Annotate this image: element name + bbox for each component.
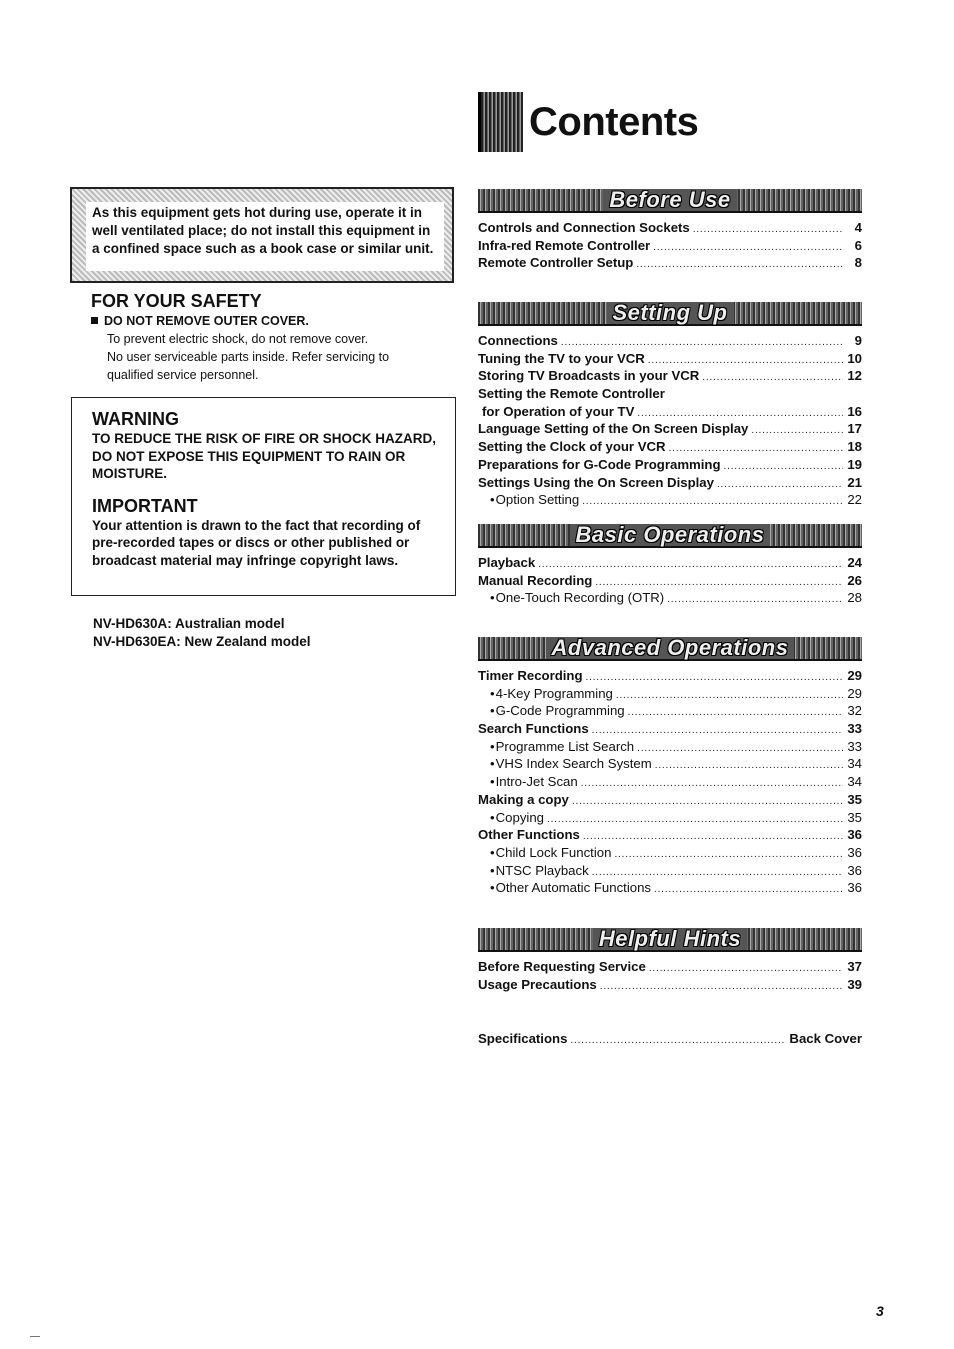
toc-entry-page: 34 xyxy=(847,756,862,772)
toc-entry[interactable] xyxy=(478,685,862,703)
safety-line: No user serviceable parts inside. Refer servicing to xyxy=(107,350,390,364)
toc-entry[interactable] xyxy=(478,826,862,844)
toc-entry[interactable] xyxy=(478,367,862,385)
toc-entry-page: 19 xyxy=(847,456,862,472)
toc-entry[interactable] xyxy=(478,554,862,572)
corner-mark xyxy=(30,1336,40,1337)
toc-entry[interactable] xyxy=(478,474,862,492)
section-title: Setting Up xyxy=(607,302,734,324)
toc-entry[interactable] xyxy=(478,420,862,438)
toc-entry[interactable] xyxy=(478,720,862,738)
toc-entry-page: 36 xyxy=(847,844,862,860)
toc-entry-page: 18 xyxy=(847,439,862,455)
section-header xyxy=(478,928,862,952)
dot-leader xyxy=(628,704,843,722)
toc-entry-label: • G-Code Programming xyxy=(478,702,625,720)
title-marker-block xyxy=(478,92,523,152)
section-header xyxy=(478,637,862,661)
toc-entry[interactable] xyxy=(478,773,862,791)
section-title: Basic Operations xyxy=(570,524,771,546)
important-text: Your attention is drawn to the fact that recording of pre-recorded tapes or discs or other published or broadcast material may infringe copyright laws. xyxy=(92,517,421,568)
toc-entry-label: Tuning the TV to your VCR xyxy=(478,350,645,366)
toc-entry-label: Language Setting of the On Screen Display xyxy=(478,421,749,437)
dot-leader xyxy=(693,221,843,239)
toc-entry-label: Connections xyxy=(478,333,558,348)
dot-leader xyxy=(653,239,843,257)
toc-entry[interactable] xyxy=(478,958,862,976)
toc-entry-page: 29 xyxy=(847,685,862,701)
toc-entry-label: • VHS Index Search System xyxy=(478,755,652,773)
toc-entry-label: Controls and Connection Sockets xyxy=(478,220,690,235)
toc-section-basic-operations xyxy=(478,524,862,607)
toc-entry-page: 4 xyxy=(854,220,862,235)
safety-line: qualified service personnel. xyxy=(107,368,259,382)
toc-entry-page: 33 xyxy=(847,721,862,737)
toc-entry[interactable] xyxy=(478,456,862,474)
dot-leader xyxy=(637,740,843,758)
toc-entry-label: • Intro-Jet Scan xyxy=(478,773,578,791)
dot-leader xyxy=(649,960,843,978)
dot-leader xyxy=(581,775,843,793)
dot-leader xyxy=(724,458,843,476)
warning-content xyxy=(92,408,445,569)
dot-leader xyxy=(570,1032,786,1050)
warning-text: TO REDUCE THE RISK OF FIRE OR SHOCK HAZARD, DO NOT EXPOSE THIS EQUIPMENT TO RAIN OR MOISTURE. xyxy=(92,431,437,481)
toc-entry-label: Settings Using the On Screen Display xyxy=(478,474,714,490)
safety-subheading xyxy=(91,312,441,330)
toc-entry[interactable] xyxy=(478,809,862,827)
dot-leader xyxy=(586,669,843,687)
toc-list xyxy=(478,332,862,509)
toc-entry-label: • Programme List Search xyxy=(478,738,634,756)
section-title: Before Use xyxy=(603,189,736,211)
toc-section-advanced-operations xyxy=(478,637,862,897)
toc-entry[interactable] xyxy=(478,237,862,255)
dot-leader xyxy=(572,793,843,811)
toc-entry-page: 22 xyxy=(847,492,862,508)
toc-entry-label: • Other Automatic Functions xyxy=(478,879,651,897)
toc-entry-page: 36 xyxy=(847,827,862,843)
toc-entry[interactable] xyxy=(478,385,862,403)
model-list xyxy=(93,615,311,651)
section-header xyxy=(478,524,862,548)
toc-entry[interactable] xyxy=(478,844,862,862)
toc-entry-label: Storing TV Broadcasts in your VCR xyxy=(478,368,700,384)
page-title: Contents xyxy=(529,100,699,144)
toc-entry-label: • NTSC Playback xyxy=(478,862,589,880)
toc-entry-page: 21 xyxy=(847,474,862,490)
toc-entry[interactable] xyxy=(478,589,862,607)
toc-section-helpful-hints xyxy=(478,928,862,993)
toc-entry-page: 35 xyxy=(847,791,862,807)
page-number: 3 xyxy=(876,1303,884,1319)
toc-entry[interactable] xyxy=(478,332,862,350)
toc-entry[interactable] xyxy=(478,403,862,421)
dot-leader xyxy=(582,493,843,511)
toc-entry-page: 26 xyxy=(847,572,862,588)
toc-entry-page: 37 xyxy=(847,959,862,974)
model-line: NV-HD630A: Australian model xyxy=(93,616,285,631)
toc-entry-page: 17 xyxy=(847,421,862,437)
toc-entry-page: 12 xyxy=(847,368,862,384)
dot-leader xyxy=(717,476,843,494)
toc-entry-page: 36 xyxy=(847,880,862,896)
safety-subheading-text: DO NOT REMOVE OUTER COVER. xyxy=(104,314,309,328)
toc-list xyxy=(478,667,862,897)
important-heading: IMPORTANT xyxy=(92,495,198,516)
toc-entry-page: 10 xyxy=(847,350,862,366)
section-title: Advanced Operations xyxy=(546,637,795,659)
dot-leader xyxy=(655,757,843,775)
toc-entry-label: Preparations for G-Code Programming xyxy=(478,456,721,472)
toc-entry-label: • 4-Key Programming xyxy=(478,685,613,703)
toc-entry-page: 39 xyxy=(847,976,862,992)
toc-list xyxy=(478,958,862,993)
toc-entry-page: 8 xyxy=(854,255,862,271)
dot-leader xyxy=(616,687,843,705)
toc-entry-label: Infra-red Remote Controller xyxy=(478,237,651,253)
dot-leader xyxy=(636,256,843,274)
specifications-entry xyxy=(478,1030,862,1048)
toc-entry-page: 34 xyxy=(847,774,862,790)
safety-section xyxy=(91,290,441,384)
toc-entry-page: 28 xyxy=(847,590,862,606)
toc-entry-page: Back Cover xyxy=(789,1031,862,1046)
toc-entry-label: • Option Setting xyxy=(478,491,579,509)
toc-entry-page: 6 xyxy=(854,237,862,253)
toc-entry[interactable] xyxy=(478,879,862,897)
toc-entry-label: • Child Lock Function xyxy=(478,844,611,862)
toc-entry[interactable] xyxy=(478,219,862,237)
toc-entry-label: Timer Recording xyxy=(478,668,583,683)
toc-section-setting-up xyxy=(478,302,862,509)
toc-entry-label: • Copying xyxy=(478,809,544,827)
toc-entry[interactable] xyxy=(478,350,862,368)
toc-entry[interactable] xyxy=(478,976,862,994)
toc-entry-label: Specifications xyxy=(478,1031,568,1046)
heat-notice-box xyxy=(70,187,454,283)
toc-entry[interactable] xyxy=(478,862,862,880)
toc-entry[interactable] xyxy=(478,1030,862,1048)
square-bullet-icon xyxy=(91,317,98,324)
toc-entry[interactable] xyxy=(478,738,862,756)
toc-entry[interactable] xyxy=(478,491,862,509)
toc-entry-page: 36 xyxy=(847,862,862,878)
toc-entry[interactable] xyxy=(478,702,862,720)
dot-leader xyxy=(654,881,843,899)
toc-entry-label: Making a copy xyxy=(478,791,569,807)
toc-entry-label: Remote Controller Setup xyxy=(478,255,634,271)
toc-entry-page: 9 xyxy=(854,333,862,348)
toc-list xyxy=(478,219,862,272)
toc-entry-label: Before Requesting Service xyxy=(478,959,646,974)
dot-leader xyxy=(614,846,843,864)
toc-entry-label: Other Functions xyxy=(478,827,580,843)
toc-entry-label: Usage Precautions xyxy=(478,976,597,992)
toc-entry-label: for Operation of your TV xyxy=(482,403,635,419)
toc-entry-label: Manual Recording xyxy=(478,572,593,588)
safety-heading: FOR YOUR SAFETY xyxy=(91,291,262,311)
toc-entry-label: Search Functions xyxy=(478,721,589,737)
toc-entry[interactable] xyxy=(478,791,862,809)
toc-entry-label: Playback xyxy=(478,555,536,570)
dot-leader xyxy=(583,828,843,846)
section-title: Helpful Hints xyxy=(593,928,747,950)
warning-heading: WARNING xyxy=(92,409,179,429)
section-header xyxy=(478,189,862,213)
page-title-area xyxy=(478,92,698,152)
toc-entry[interactable] xyxy=(478,755,862,773)
toc-entry-page: 24 xyxy=(847,555,862,570)
toc-entry-page: 35 xyxy=(847,809,862,825)
toc-entry-page: 32 xyxy=(847,703,862,719)
dot-leader xyxy=(547,811,843,829)
heat-notice-text: As this equipment gets hot during use, operate it in well ventilated place; do not install this equipment in a confined space such as a book case or similar unit. xyxy=(86,202,444,271)
safety-line: To prevent electric shock, do not remove cover. xyxy=(107,332,369,346)
section-header xyxy=(478,302,862,326)
dot-leader xyxy=(751,422,843,440)
toc-entry-label: • One-Touch Recording (OTR) xyxy=(478,589,664,607)
toc-entry-page: 33 xyxy=(847,738,862,754)
dot-leader xyxy=(702,369,843,387)
toc-entry-page: 16 xyxy=(847,403,862,419)
toc-entry-label: Setting the Clock of your VCR xyxy=(478,439,666,455)
toc-list xyxy=(478,554,862,607)
toc-section-before-use xyxy=(478,189,862,272)
model-line: NV-HD630EA: New Zealand model xyxy=(93,634,311,649)
toc-entry[interactable] xyxy=(478,572,862,590)
toc-entry[interactable] xyxy=(478,254,862,272)
dot-leader xyxy=(667,591,843,609)
toc-entry-label: Setting the Remote Controller xyxy=(478,386,665,402)
toc-entry[interactable] xyxy=(478,667,862,685)
toc-entry-page: 29 xyxy=(847,668,862,683)
toc-entry[interactable] xyxy=(478,438,862,456)
dot-leader xyxy=(600,978,843,996)
warning-box xyxy=(71,397,456,596)
